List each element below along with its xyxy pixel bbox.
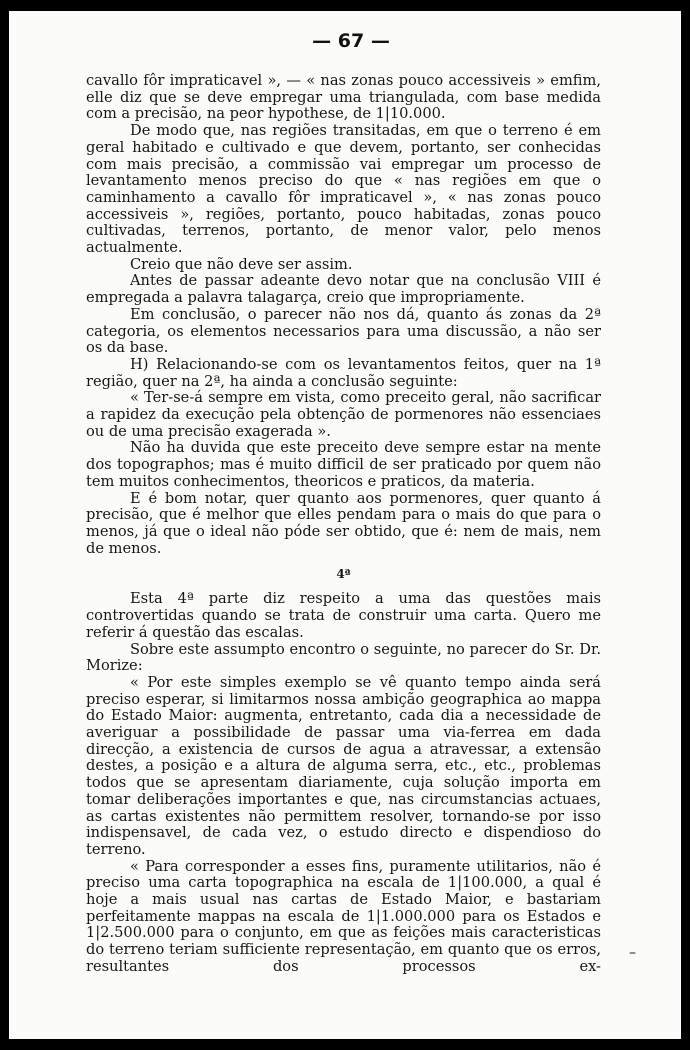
paragraph: Sobre este assumpto encontro o seguinte, no parecer do Sr. Dr. Morize:	[86, 640, 601, 675]
paragraph: E é bom notar, quer quanto aos pormenores, quer quanto á precisão, que é melhor que elles pendam para o mais do que para o menos, já que o ideal não póde ser obtido, que é: nem de mais, nem de menos.	[86, 489, 601, 557]
paragraph: Esta 4ª parte diz respeito a uma das questões mais controvertidas quando se trata de construir uma carta. Quero me referir á questão das escalas.	[86, 590, 601, 641]
paragraph: cavallo fôr impraticavel », — « nas zonas pouco accessiveis » emfim, elle diz que se deve empregar uma triangulada, com base medida com a precisão, na peor hypothese, de 1|10.000.	[86, 72, 601, 123]
quote-paragraph: « Para corresponder a esses fins, puramente utilitarios, não é preciso uma carta topographica na escala de 1|100.000, a qual é hoje a mais usual nas cartas de Estado Maior, e bastariam perfeitamente mappas na escala de 1|1.000.000 para os Estados e 1|2.500.000 para o conjunto, em que as feições mais caracteristicas do terreno teriam sufficiente representação, em quanto que os erros, resultantes dos processos ex-	[86, 857, 601, 975]
paragraph: Antes de passar adeante devo notar que na conclusão VIII é empregada a palavra talagarça, creio que impropriamente.	[86, 272, 601, 307]
quote-paragraph: « Por este simples exemplo se vê quanto tempo ainda será preciso esperar, si limitarmos nossa ambição geographica ao mappa do Estado Maior: augmenta, entretanto, cada dia a necessidade de averiguar a possibilidade de passar uma via-ferrea em dada direcção, a existencia de cursos de agua a atravessar, a extensão destes, a posição e a altura de alguma serra, etc., etc., problemas todos que se apresentam diariamente, cuja solução importa em tomar deliberações importantes e que, nas circumstancias actuaes, as cartas existentes não permittem resolver, tornando-se por isso indispensavel, de cada vez, o estudo directo e dispendioso do terreno.	[86, 673, 601, 858]
paragraph: H) Relacionando-se com os levantamentos feitos, quer na 1ª região, quer na 2ª, ha ainda a conclusão seguinte:	[86, 355, 601, 390]
paragraph: Não ha duvida que este preceito deve sempre estar na mente dos topographos; mas é muito difficil de ser praticado por quem não tem muitos conhecimentos, theoricos e praticos, da materia.	[86, 439, 601, 490]
paragraph: Em conclusão, o parecer não nos dá, quanto ás zonas da 2ª categoria, os elementos necessarios para uma discussão, a não ser os da base.	[86, 305, 601, 357]
margin-mark: –	[629, 945, 636, 961]
section-heading: 4ª	[336, 567, 351, 582]
paragraph: Creio que não deve ser assim.	[130, 255, 353, 273]
book-page	[9, 11, 681, 1039]
page-body	[86, 73, 601, 976]
quote-paragraph: « Ter-se-á sempre em vista, como preceito geral, não sacrificar a rapidez da execução pela obtenção de pormenores não essenciaes ou de uma precisão exagerada ».	[86, 389, 601, 440]
paragraph: De modo que, nas regiões transitadas, em que o terreno é em geral habitado e cultivado e que devem, portanto, ser conhecidas com mais precisão, a commissão vai empregar um processo de levantamento menos preciso do que « nas regiões em que o caminhamento a cavallo fôr impraticavel », « nas zonas pouco accessiveis », regiões, portanto, pouco habitadas, zonas pouco cultivadas, terrenos, portanto, de menor valor, pelo menos actualmente.	[86, 122, 601, 257]
page-number: — 67 —	[312, 30, 390, 52]
